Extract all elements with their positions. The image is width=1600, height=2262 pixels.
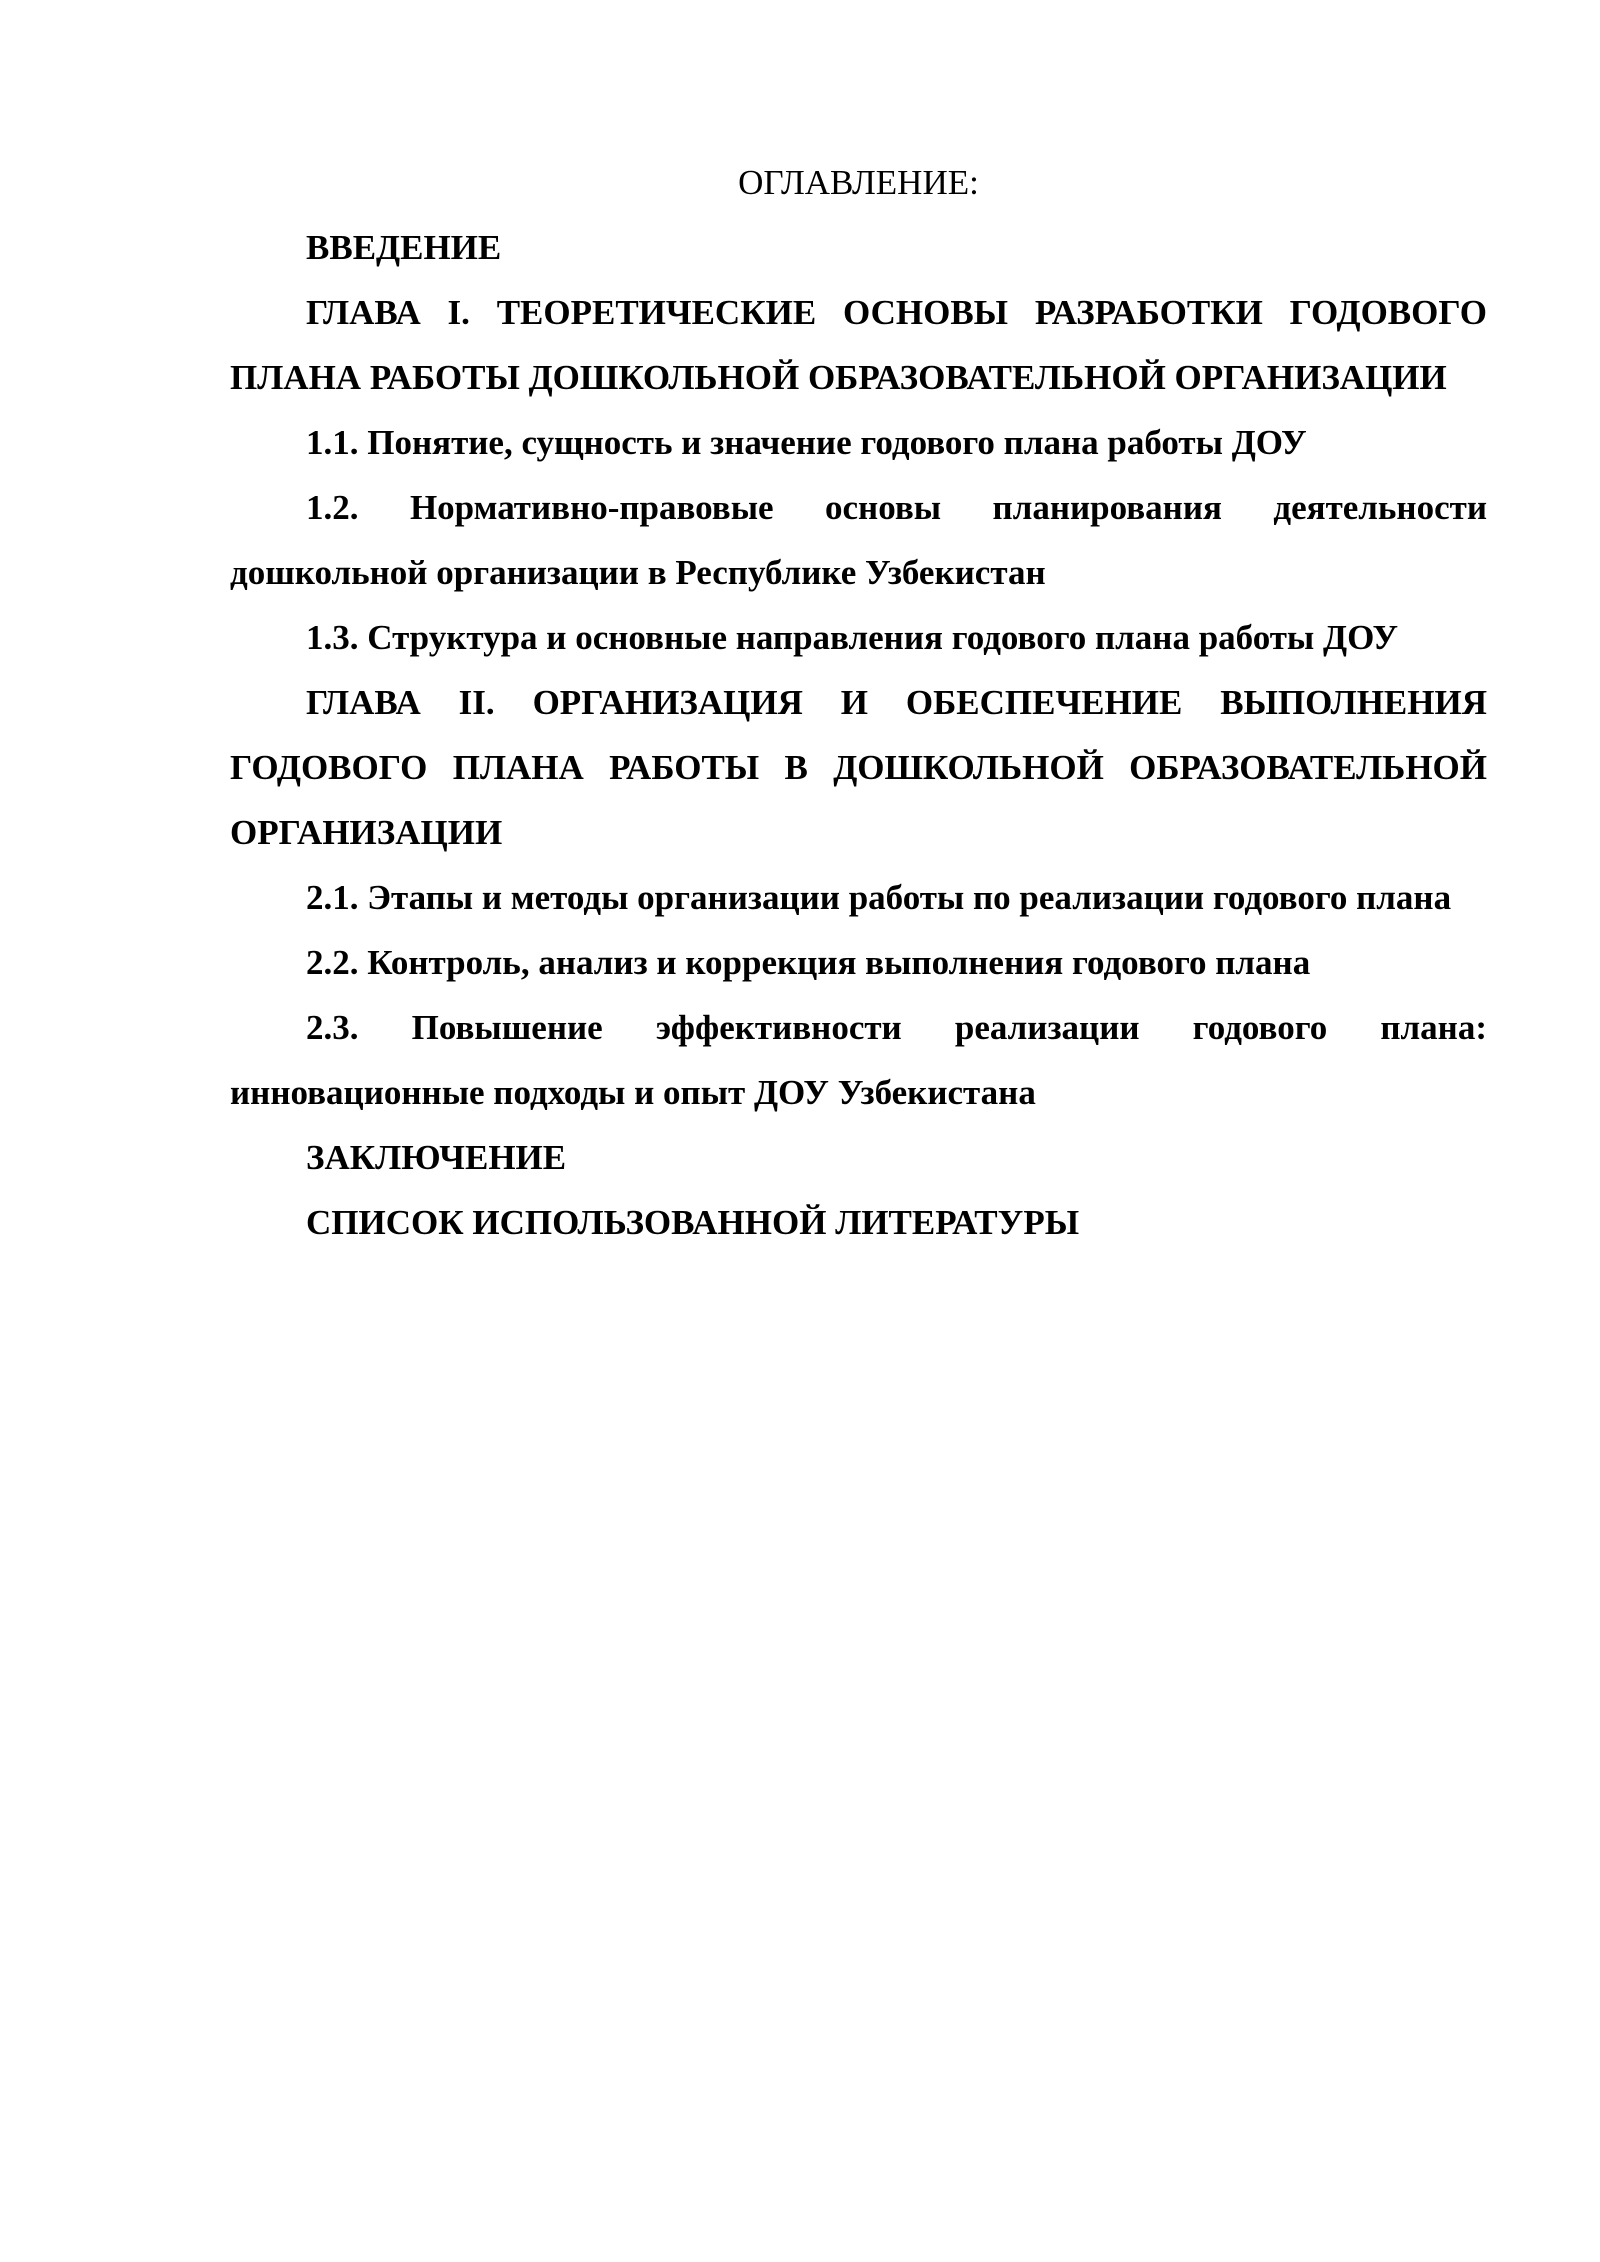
table-of-contents: [230, 150, 1487, 1255]
toc-entry-introduction: ВВЕДЕНИЕ: [306, 228, 502, 267]
toc-entry-section-2-2: 2.2. Контроль, анализ и коррекция выполнения годового плана: [306, 943, 1311, 982]
toc-entry-section-1-2: 1.2. Нормативно-правовые основы планирования деятельности дошкольной организации в Республике Узбекистан: [230, 488, 1487, 592]
toc-entry-conclusion: ЗАКЛЮЧЕНИЕ: [306, 1138, 567, 1177]
toc-entry-section-2-3: 2.3. Повышение эффективности реализации годового плана: инновационные подходы и опыт ДОУ Узбекистана: [230, 1008, 1487, 1112]
toc-entry-section-2-1: 2.1. Этапы и методы организации работы по реализации годового плана: [306, 878, 1452, 917]
toc-entry-section-1-3: 1.3. Структура и основные направления годового плана работы ДОУ: [306, 618, 1399, 657]
toc-entry-bibliography: СПИСОК ИСПОЛЬЗОВАННОЙ ЛИТЕРАТУРЫ: [306, 1203, 1080, 1242]
toc-title: ОГЛАВЛЕНИЕ:: [738, 163, 979, 202]
toc-entry-chapter-2: ГЛАВА II. ОРГАНИЗАЦИЯ И ОБЕСПЕЧЕНИЕ ВЫПОЛНЕНИЯ ГОДОВОГО ПЛАНА РАБОТЫ В ДОШКОЛЬНОЙ ОБРАЗОВАТЕЛЬНОЙ ОРГАНИЗАЦИИ: [230, 683, 1487, 852]
toc-entry-chapter-1: ГЛАВА I. ТЕОРЕТИЧЕСКИЕ ОСНОВЫ РАЗРАБОТКИ ГОДОВОГО ПЛАНА РАБОТЫ ДОШКОЛЬНОЙ ОБРАЗОВАТЕЛЬНОЙ ОРГАНИЗАЦИИ: [230, 293, 1487, 397]
toc-entry-section-1-1: 1.1. Понятие, сущность и значение годового плана работы ДОУ: [306, 423, 1307, 462]
